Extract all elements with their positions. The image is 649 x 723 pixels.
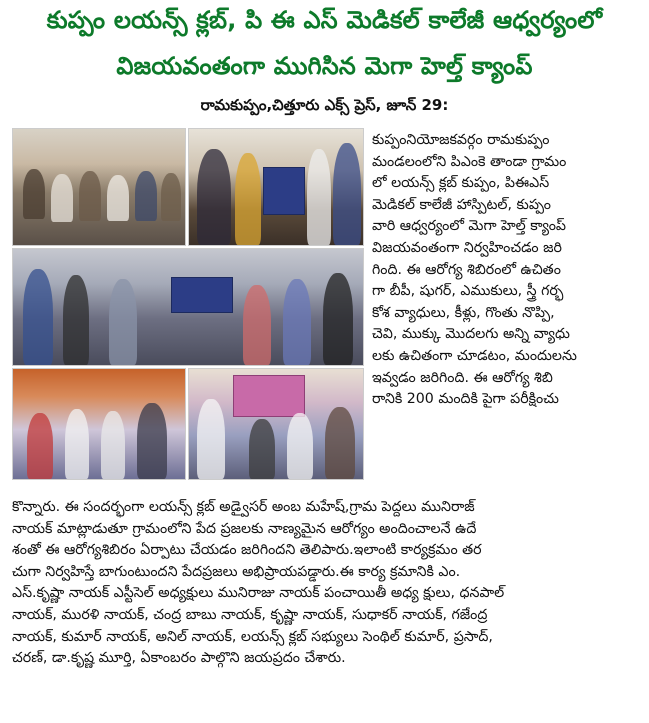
body-line: కుప్పంనియోజకవర్గం రామకుప్పం (372, 132, 550, 148)
body-line: నాయక్, కుమార్ నాయక్, అనిల్ నాయక్, లయన్స్ క్లబ్ సభ్యులు సెంథిల్ కుమార్, ప్రసాద్, (12, 628, 493, 645)
headline-line-1: కుప్పం లయన్స్ క్లబ్, పి ఈ ఎస్ మెడికల్ కాలేజీ ఆధ్వర్యంలో (46, 6, 603, 34)
body-line: చరణ్, డా.కృష్ణ మూర్తి, ఏకాంబరం పాల్గొని జయప్రదం చేశారు. (12, 650, 346, 667)
body-line: మెడికల్ కాలేజీ హాస్పిటల్, కుప్పం (372, 196, 551, 213)
body-line: చుగా నిర్వహిస్తే బాగుంటుందని పేదప్రజలు అభిప్రాయపడ్డారు.ఈ కార్య క్రమానికి ఎం. (12, 563, 461, 580)
body-line: రానికి 200 మందికి పైగా పరీక్షించు (372, 391, 559, 408)
headline-line-2: విజయవంతంగా ముగిసిన మెగా హెల్త్ క్యాంప్ (116, 52, 533, 80)
body-line: నాయక్ మాట్లాడుతూ గ్రామంలోని పేద ప్రజలకు నాణ్యమైన ఆరోగ్యం అందించాలనే ఉదే (12, 520, 477, 537)
body-line: విజయవంతంగా నిర్వహించడం జరి (372, 239, 562, 256)
body-line: కొన్నారు. ఈ సందర్భంగా లయన్స్ క్లబ్ అడ్వైసర్ అంబ మహేష్,గ్రామ పెద్దలు మునిరాజ్ (12, 499, 475, 515)
medical-checkup-desk (12, 368, 186, 480)
article-body-full-width (12, 497, 640, 670)
body-line: లో లయన్స్ క్లబ్ కుప్పం, పిఈఎస్ (372, 175, 550, 192)
body-line: ఎస్.కృష్ణా నాయక్ ఎస్టీసెల్ అధ్యక్షులు మునిరాజు నాయక్ పంచాయితీ అధ్య క్షులు, ధనపాల్ (12, 585, 505, 602)
body-line: వారి ఆధ్వర్యంలో మెగా హెల్త్ క్యాంప్ (372, 218, 567, 235)
body-line: నాయక్, మురళి నాయక్, చంద్ర బాబు నాయక్, కృష్ణా నాయక్, సుధాకర్ నాయక్, గజేంద్ర (12, 606, 488, 623)
body-line: గింది. ఈ ఆరోగ్య శిబిరంలో ఉచితం (372, 261, 561, 278)
dateline: రామకుప్పం,చిత్తూరు ఎక్స్ ప్రెస్, జూన్ 29: (200, 96, 449, 114)
body-line: శంతో ఈ ఆరోగ్యశిబిరం ఏర్పాటు చేయడం జరిగిందని తెలిపారు.ఇలాంటి కార్యక్రమం తర (12, 542, 482, 559)
health-camp-registration (12, 248, 364, 366)
group-photo-audience (12, 128, 186, 246)
doctors-examining-patients (188, 368, 364, 480)
body-line: కోశ వ్యాధులు, కీళ్లు, గొంతు నొప్పి, (372, 304, 555, 321)
body-line: మండలంలోని పిఎంకె తాండా గ్రామం (372, 153, 567, 170)
photo-collage (12, 128, 362, 478)
lions-club-banner-presentation (188, 128, 364, 246)
body-line: ఇవ్వడం జరిగింది. ఈ ఆరోగ్య శిబి (372, 369, 553, 386)
body-line: గా బీపీ, షుగర్, ఎముకులు, స్త్రీ గర్భ (372, 283, 564, 300)
article-body-column (372, 130, 640, 411)
body-line: చెవి, ముక్కు మొదలగు అన్ని వ్యాధు (372, 326, 570, 343)
body-line: లకు ఉచితంగా చూడటం, మందులను (372, 347, 577, 364)
